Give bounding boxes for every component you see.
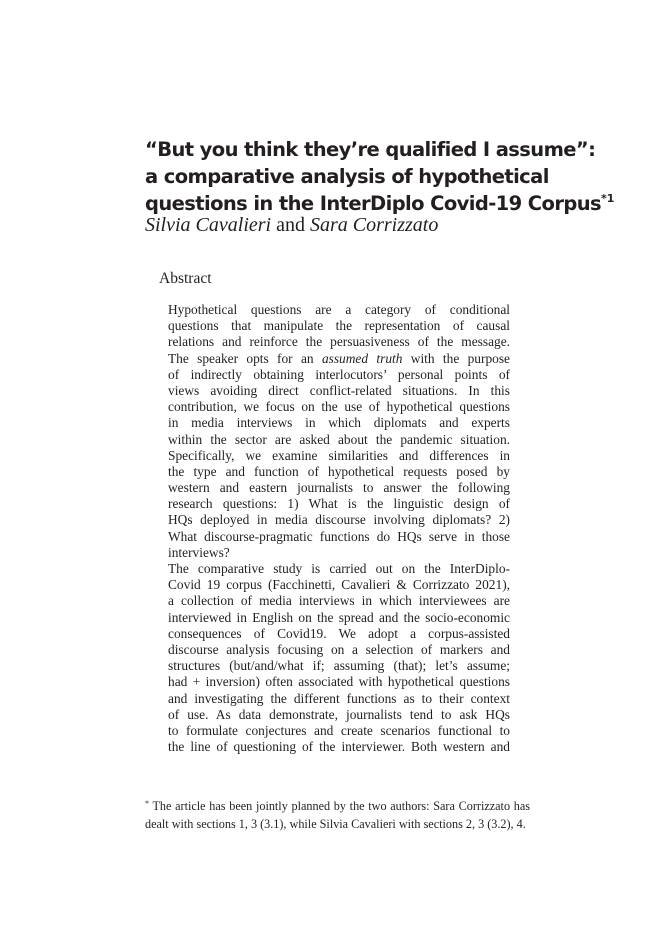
abstract-body [168, 302, 510, 755]
author-conjunction: and [276, 214, 305, 236]
abstract-line: and investigating the different functions as to their context [168, 690, 510, 706]
abstract-line: western and eastern journalists to answer the following [168, 480, 510, 496]
abstract-line: in media interviews in which diplomats and experts [168, 415, 510, 431]
abstract-line: Specifically, we examine similarities and differences in [168, 447, 510, 463]
abstract-line: What discourse-pragmatic functions do HQs serve in those [168, 528, 510, 544]
abstract-line: research questions: 1) What is the linguistic design of [168, 496, 510, 512]
abstract-line: the line of questioning of the interviewer. Both western and [168, 739, 510, 755]
abstract-line: relations and reinforce the persuasiveness of the message. [168, 334, 510, 350]
footnote-text: The article has been jointly planned by the two authors: Sara Corrizzato has [149, 799, 530, 813]
title-line-text: questions in the InterDiplo Covid-19 Corpus [145, 192, 601, 215]
title-line: a comparative analysis of hypothetical [145, 165, 549, 188]
abstract-line: of indirectly obtaining interlocutors’ personal points of [168, 366, 510, 382]
author-name: Silvia Cavalieri [145, 214, 272, 236]
title-line: “But you think they’re qualified I assume”: [145, 138, 596, 161]
footnote [145, 798, 530, 833]
abstract-line: questions that manipulate the representation of causal [168, 318, 510, 334]
abstract-line: the type and function of hypothetical requests posed by [168, 463, 510, 479]
abstract-italic-term: assumed truth [321, 350, 403, 366]
abstract-line: a collection of media interviews in which interviewees are [168, 593, 510, 609]
abstract-line: Hypothetical questions are a category of conditional [168, 302, 510, 317]
abstract-line: within the sector are asked about the pandemic situation. [168, 431, 510, 447]
title-footnote-marker: *1 [600, 192, 615, 205]
abstract-heading: Abstract [159, 270, 212, 287]
abstract-line: to formulate conjectures and create scenarios functional to [168, 722, 510, 738]
abstract-line: The comparative study is carried out on the InterDiplo- [168, 561, 510, 576]
abstract-line: interviews? [168, 544, 230, 560]
paper-title [145, 136, 615, 220]
abstract-line: had + inversion) often associated with hypothetical questions [168, 674, 510, 690]
abstract-line-segment: with the purpose [402, 350, 510, 366]
abstract-line: consequences of Covid19. We adopt a corpus-assisted [168, 625, 510, 641]
abstract-line: discourse analysis focusing on a selection of markers and [168, 641, 510, 657]
abstract-line: contribution, we focus on the use of hypothetical questions [168, 399, 510, 415]
abstract-line [168, 351, 510, 367]
abstract-line: Covid 19 corpus (Facchinetti, Cavalieri & Corrizzato 2021), [168, 577, 510, 593]
abstract-line: views avoiding direct conflict-related situations. In this [168, 382, 510, 398]
footnote-line: dealt with sections 1, 3 (3.1), while Silvia Cavalieri with sections 2, 3 (3.2), 4. [145, 817, 526, 831]
abstract-line: of use. As data demonstrate, journalists tend to ask HQs [168, 706, 510, 722]
abstract-line: interviewed in English on the spread and the socio-economic [168, 609, 510, 625]
abstract-line: HQs deployed in media discourse involving diplomats? 2) [168, 512, 510, 528]
abstract-line-segment: The speaker opts for an [168, 350, 322, 366]
author-line [145, 212, 438, 238]
footnote-line [145, 798, 530, 816]
author-name: Sara Corrizzato [309, 214, 439, 236]
abstract-line: structures (but/and/what if; assuming (that); let’s assume; [168, 658, 510, 674]
footnote-marker: * [145, 799, 149, 808]
